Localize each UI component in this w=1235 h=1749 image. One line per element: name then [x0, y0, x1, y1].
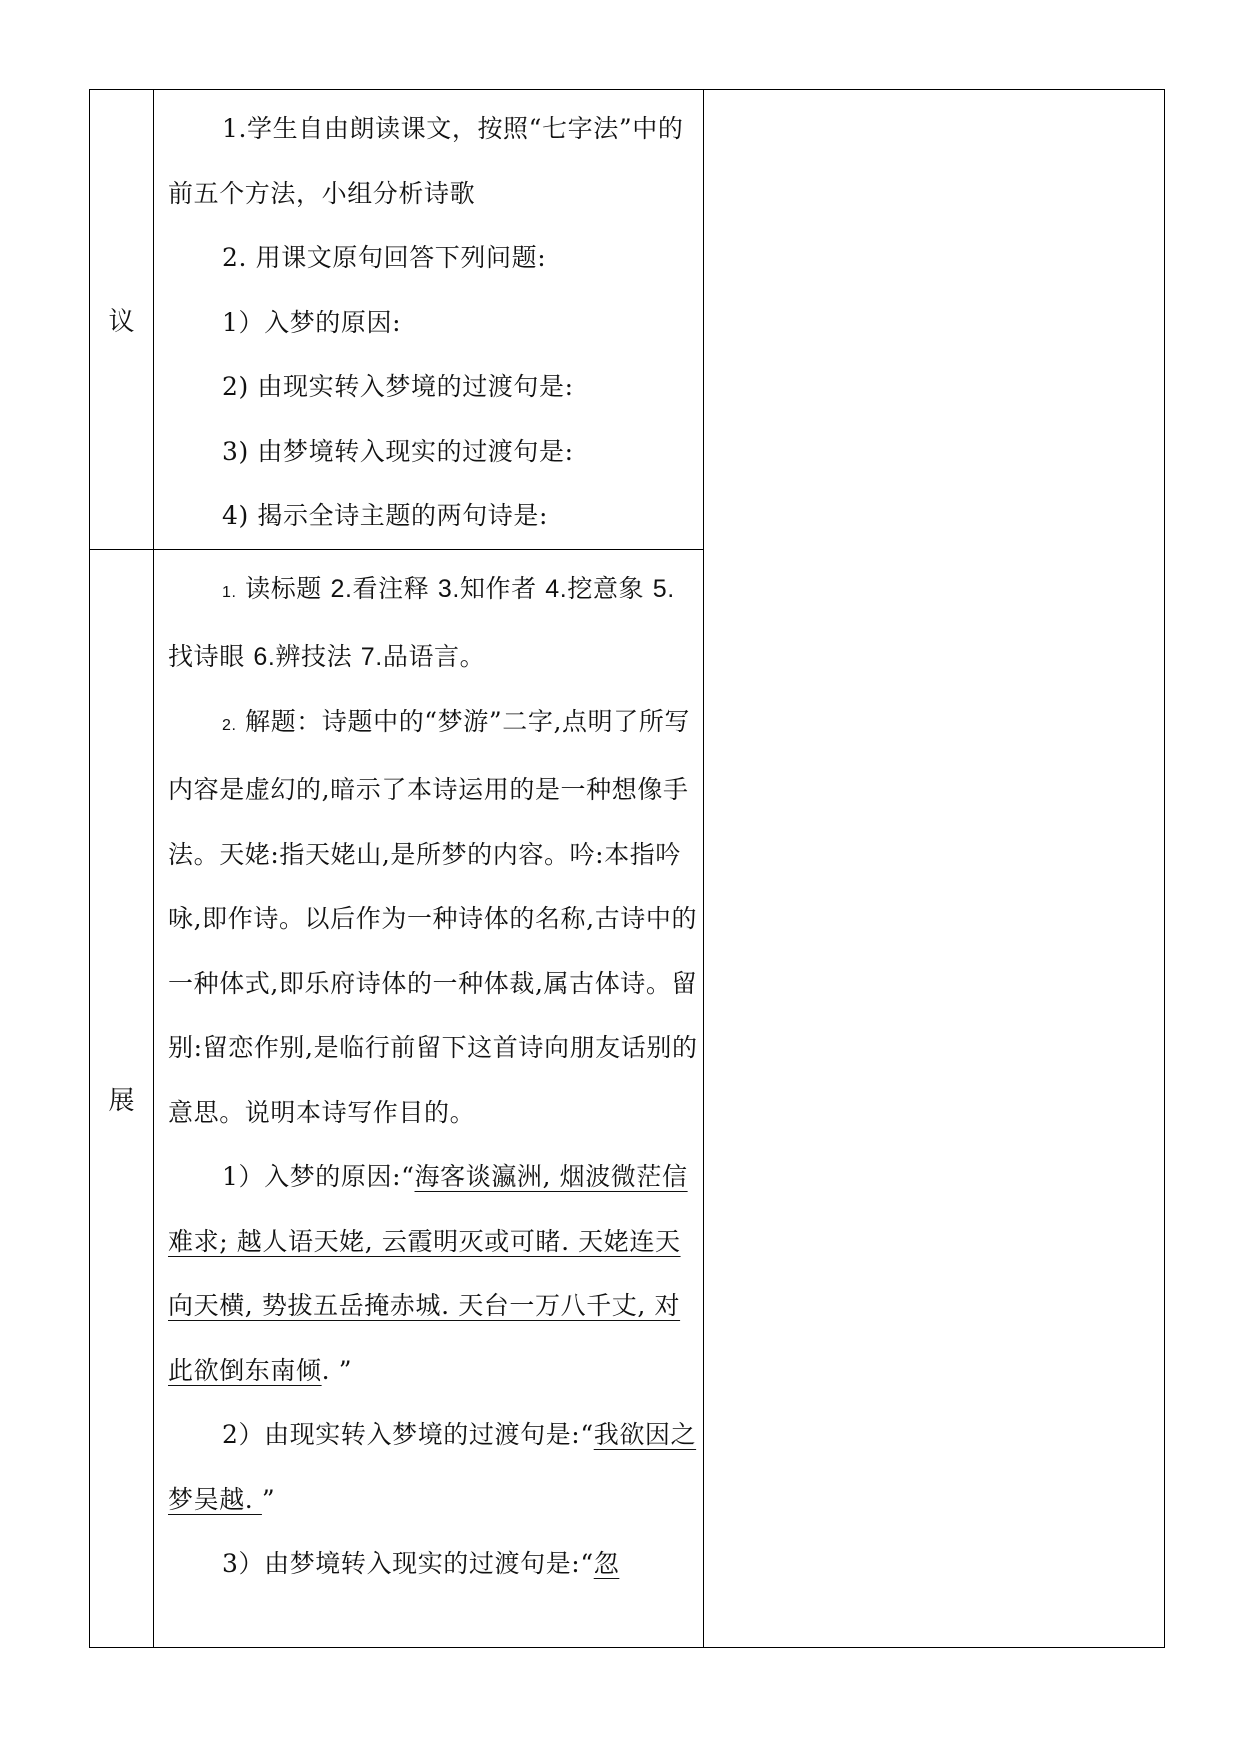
answer-2-prefix: 2）由现实转入梦境的过渡句是:“ [222, 1420, 594, 1449]
section-content-discuss [154, 90, 704, 550]
method-1-text: 读标题 [236, 573, 331, 603]
answer-2-quote: 我欲因之梦吴越. [168, 1420, 697, 1514]
method-5-number: 5. [652, 574, 675, 603]
method-4-text: 挖意象 [567, 573, 653, 603]
title-explanation-text: 解题：诗题中的“梦游”二字,点明了所写内容是虚幻的,暗示了本诗运用的是一种想像手法。天姥:指天姥山,是所梦的内容。吟:本指吟咏,即作诗。以后作为一种诗体的名称,古诗中的一种体式,即乐府诗体的一种体裁,属古体诗。留别:留恋作别,是临行前留下这首诗向朋友话别的意思。说明本诗写作目的。 [168, 706, 698, 1127]
section-label-present: 展 [90, 549, 154, 1647]
section-content-present [154, 549, 704, 1647]
seven-methods-line [168, 557, 699, 690]
discuss-line-2: 2. 用课文原句回答下列问题: [222, 243, 547, 272]
answer-1-suffix: . ” [321, 1355, 353, 1385]
answer-3-paragraph [168, 1532, 699, 1597]
section-row-discuss [90, 90, 1165, 550]
discuss-line-1: 1.学生自由朗读课文，按照“七字法”中的前五个方法，小组分析诗歌 [168, 114, 684, 208]
answer-3-quote: 忽 [593, 1549, 620, 1578]
discuss-line-4: 2) 由现实转入梦境的过渡句是: [222, 372, 574, 401]
answer-1-paragraph [168, 1145, 699, 1403]
discuss-line-3: 1）入梦的原因: [222, 307, 402, 337]
method-3-text: 知作者 [459, 573, 546, 603]
discuss-line-5: 3) 由梦境转入现实的过渡句是: [222, 436, 574, 466]
answer-1-prefix: 1）入梦的原因:“ [222, 1162, 415, 1191]
method-7-number: 7. [360, 643, 383, 671]
answer-1-quote: 海客谈瀛洲, 烟波微茫信难求; 越人语天姥, 云霞明灭或可睹. 天姥连天向天横, 势拔五岳掩赤城. 天台一万八千丈, 对此欲倒东南倾 [168, 1162, 688, 1385]
lesson-plan-table [89, 89, 1165, 1648]
method-6-text: 辨技法 [275, 642, 361, 671]
method-2-text: 看注释 [352, 573, 438, 603]
method-2-number: 2. [330, 574, 353, 603]
answer-3-prefix: 3）由梦境转入现实的过渡句是:“ [222, 1549, 594, 1578]
discuss-line-6: 4) 揭示全诗主题的两句诗是: [222, 501, 549, 530]
method-3-number: 3. [437, 574, 460, 603]
title-explanation-number: 2. [222, 716, 237, 734]
method-5-text: 找诗眼 [168, 642, 254, 671]
method-7-text: 品语言。 [382, 642, 486, 671]
method-4-number: 4. [545, 574, 568, 603]
answer-2-suffix: ” [261, 1484, 276, 1514]
method-6-number: 6. [253, 643, 276, 671]
title-explanation-paragraph [168, 690, 699, 1146]
notes-column [704, 90, 1165, 1648]
answer-2-paragraph [168, 1403, 699, 1532]
section-label-discuss: 议 [90, 90, 154, 550]
method-1-number: 1. [222, 583, 237, 601]
